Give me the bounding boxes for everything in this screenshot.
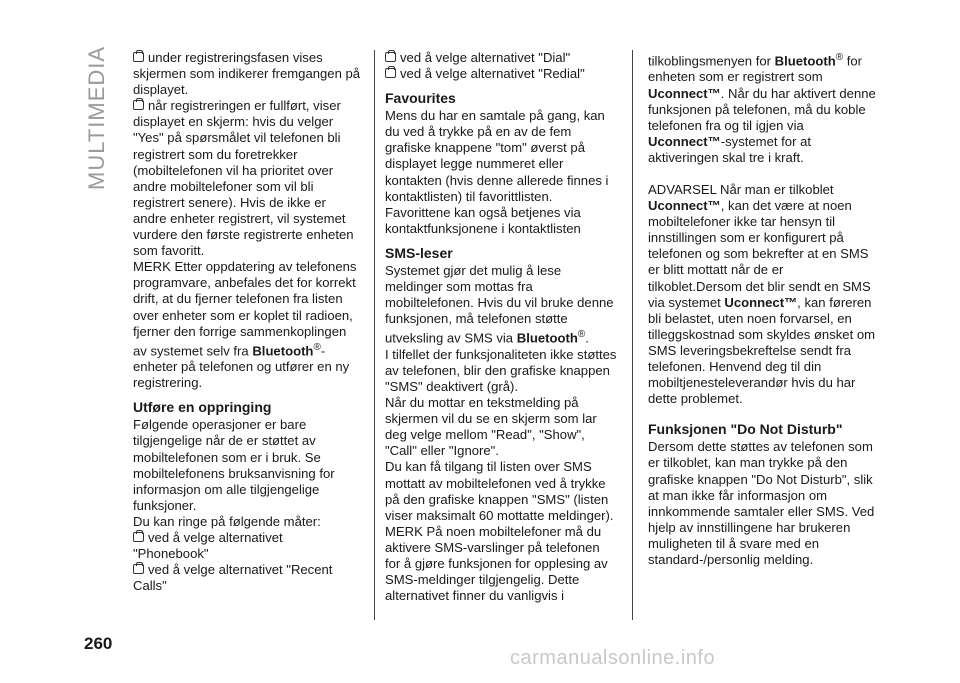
heading-favourites: Favourites	[385, 90, 456, 107]
bullet-icon	[133, 52, 144, 62]
bullet-item: ved å velge alternativet "Dial"	[385, 50, 617, 66]
paragraph: tilkoblingsmenyen for Bluetooth® for enheten som er registrert som Uconnect™. Når du har aktivert denne funksjonen på telefonen, må du koble telefonen fra og til igjen via Uconnect™-systemet for at aktiveringen skal tre i kraft.	[648, 52, 876, 165]
paragraph: Mens du har en samtale på gang, kan du ved å trykke på en av de fem grafiske knappene "tom" øverst på displayet legge nummeret eller kontakten (hvis denne allerede finnes i kontaktlisten) til favorittlisten. Favorittene kan også betjenes via kontaktfunksjonene i kontaktlisten	[385, 108, 609, 236]
column-3	[648, 50, 880, 568]
bullet-item: under registreringsfasen vises skjermen som indikerer fremgangen på displayet.	[133, 50, 361, 98]
column-1	[133, 50, 361, 594]
bullet-icon	[385, 52, 396, 62]
bullet-icon	[133, 100, 144, 110]
watermark: carmanualsonline.info	[510, 647, 716, 669]
bullet-icon	[133, 532, 144, 542]
bullet-icon	[385, 68, 396, 78]
paragraph: I tilfellet der funksjonaliteten ikke støttes av telefonen, blir den grafiske knappen "SMS" deaktivert (grå).	[385, 346, 617, 394]
paragraph: Dersom dette støttes av telefonen som er tilkoblet, kan man trykke på den grafiske knappen "Do Not Disturb", slik at man ikke får informasjon om innkommende samtaler eller SMS. Ved hjelp av innstillingene har brukeren muligheten til å svare med en standard-/personlig melding.	[648, 439, 875, 567]
heading-make-call: Utføre en oppringing	[133, 399, 272, 416]
paragraph: Du kan få tilgang til listen over SMS mottatt av mobiltelefonen ved å trykke på den grafiske knappen "SMS" (listen viser maksimalt 60 mottatte meldinger).	[385, 459, 614, 523]
section-title: MULTIMEDIA	[84, 45, 109, 190]
warning-paragraph: ADVARSEL Når man er tilkoblet Uconnect™, kan det være at noen mobiltelefoner ikke tar hensyn til innstillingen som er konfigurert på telefonen og som bekrefter at en SMS er blitt mottatt når de er tilkoblet.Dersom det blir sendt en SMS via systemet Uconnect™, kan føreren bli belastet, uten noen forvarsel, en tilleggskostnad som skyldes ønsket om SMS leveringsbekreftelse sendt fra telefonen. Henvend deg til din mobiltjenesteleverandør hvis du har dette problemet.	[648, 182, 876, 407]
bullet-item: ved å velge alternativet "Phonebook"	[133, 529, 283, 562]
bullet-item: når registreringen er fullført, viser displayet en skjerm: hvis du velger "Yes" på spørsmålet vil telefonen bli registrert som du foretrekker (mobiltelefonen vil ha prioritet over andre mobiltelefoner som vil bli registrert senere). Hvis de ikke er andre enheter registrert, vil systemet vurdere den første registrerte enheten som favoritt.	[133, 98, 354, 259]
column-divider	[374, 50, 375, 620]
page-number: 260	[84, 634, 113, 653]
heading-do-not-disturb: Funksjonen "Do Not Disturb"	[648, 421, 843, 438]
heading-sms-reader: SMS-leser	[385, 244, 453, 261]
paragraph: Systemet gjør det mulig å lese meldinger som mottas fra mobiltelefonen. Hvis du vil bruke denne funksjonen, må telefonen støtte utveksling av SMS via Bluetooth®.	[385, 262, 614, 346]
column-divider	[632, 50, 633, 620]
bullet-item: ved å velge alternativet "Redial"	[385, 66, 617, 82]
bullet-icon	[133, 564, 144, 574]
note-paragraph: MERK Etter oppdatering av telefonens programvare, anbefales det for korrekt drift, at du fjerner telefonen fra listen over enheter som er koplet til radioen, fjerner den forrige sammenkoplingen av systemet selv fra Bluetooth®-enheter på telefonen og utfører en ny registrering.	[133, 259, 357, 391]
note-paragraph: MERK På noen mobiltelefoner må du aktivere SMS-varslinger på telefonen for å gjøre funksjonen for opplesing av SMS-meldinger tilgjengelig. Dette alternativet finner du vanligvis i	[385, 523, 608, 604]
bullet-item: ved å velge alternativet "Recent Calls"	[133, 562, 333, 594]
paragraph: Du kan ringe på følgende måter:	[133, 513, 321, 529]
paragraph: Følgende operasjoner er bare tilgjengelige når de er støttet av mobiltelefonen som er i bruk. Se mobiltelefonens bruksanvisning for informasjon om alle tilgjengelige funksjoner.	[133, 417, 335, 513]
column-2	[385, 50, 617, 604]
section-tab	[84, 40, 114, 190]
paragraph: Når du mottar en tekstmelding på skjermen vil du se en skjerm som lar deg velge mellom "Read", "Show", "Call" eller "Ignore".	[385, 395, 597, 459]
